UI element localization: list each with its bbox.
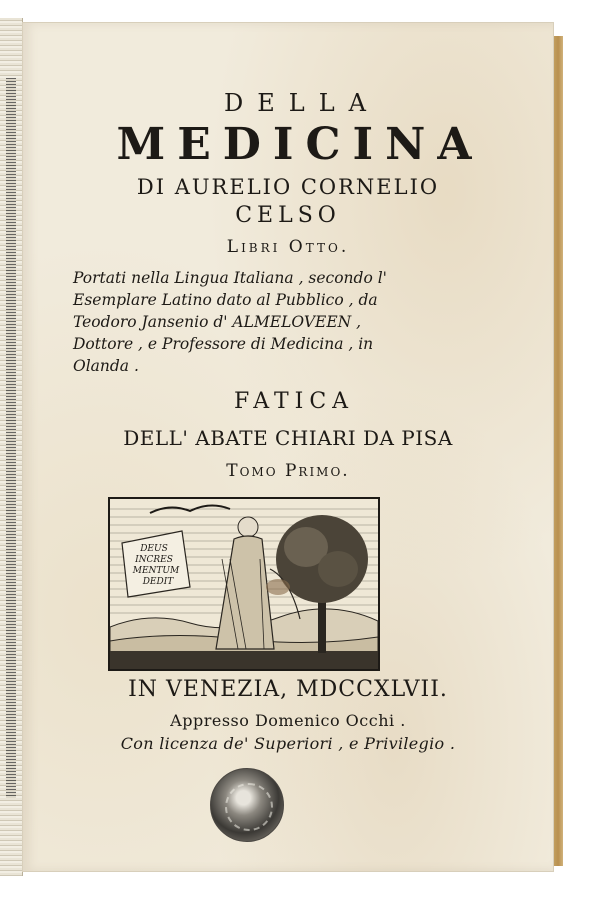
note-line: Teodoro Jansenio d' ALMELOVEEN , [73, 313, 362, 331]
banner-text-3: MENTUM [132, 566, 180, 576]
title-line-author: DI AURELIO CORNELIO [136, 175, 440, 199]
title-line-fatica: FATICA [233, 389, 355, 414]
license-line: Con licenza de' Superiori , e Privilegio . [120, 734, 456, 753]
title-line-translator: DELL' ABATE CHIARI DA PISA [123, 426, 453, 450]
title-page [22, 22, 554, 872]
banner-text-4: DEDIT [142, 577, 174, 587]
stamp-emblem [225, 783, 273, 831]
note-line: Esemplare Latino dato al Pubblico , da [73, 291, 378, 309]
printer-line: Appresso Domenico Occhi . [170, 711, 406, 730]
woodcut-illustration [110, 499, 378, 669]
title-line-medicina: MEDICINA [116, 119, 484, 170]
note-line: Olanda . [73, 357, 139, 375]
title-line-della: DELLA [224, 89, 380, 117]
title-line-celso: CELSO [235, 203, 341, 228]
note-line: Portati nella Lingua Italiana , secondo l' [73, 269, 387, 287]
banner-text-1: DEUS [140, 544, 168, 554]
page-stack-edge [0, 18, 23, 876]
banner-text-2: INCRES [135, 555, 173, 565]
note-line: Dottore , e Professore di Medicina , in [73, 335, 374, 353]
spine-decoration [6, 78, 16, 798]
library-stamp [210, 768, 284, 842]
woodcut-vignette [108, 497, 380, 671]
imprint-line: IN VENEZIA, MDCCXLVII. [128, 677, 448, 702]
title-line-tomo: Tomo Primo. [226, 461, 350, 481]
title-line-libri: Libri Otto. [226, 237, 350, 257]
translation-note [73, 267, 503, 377]
